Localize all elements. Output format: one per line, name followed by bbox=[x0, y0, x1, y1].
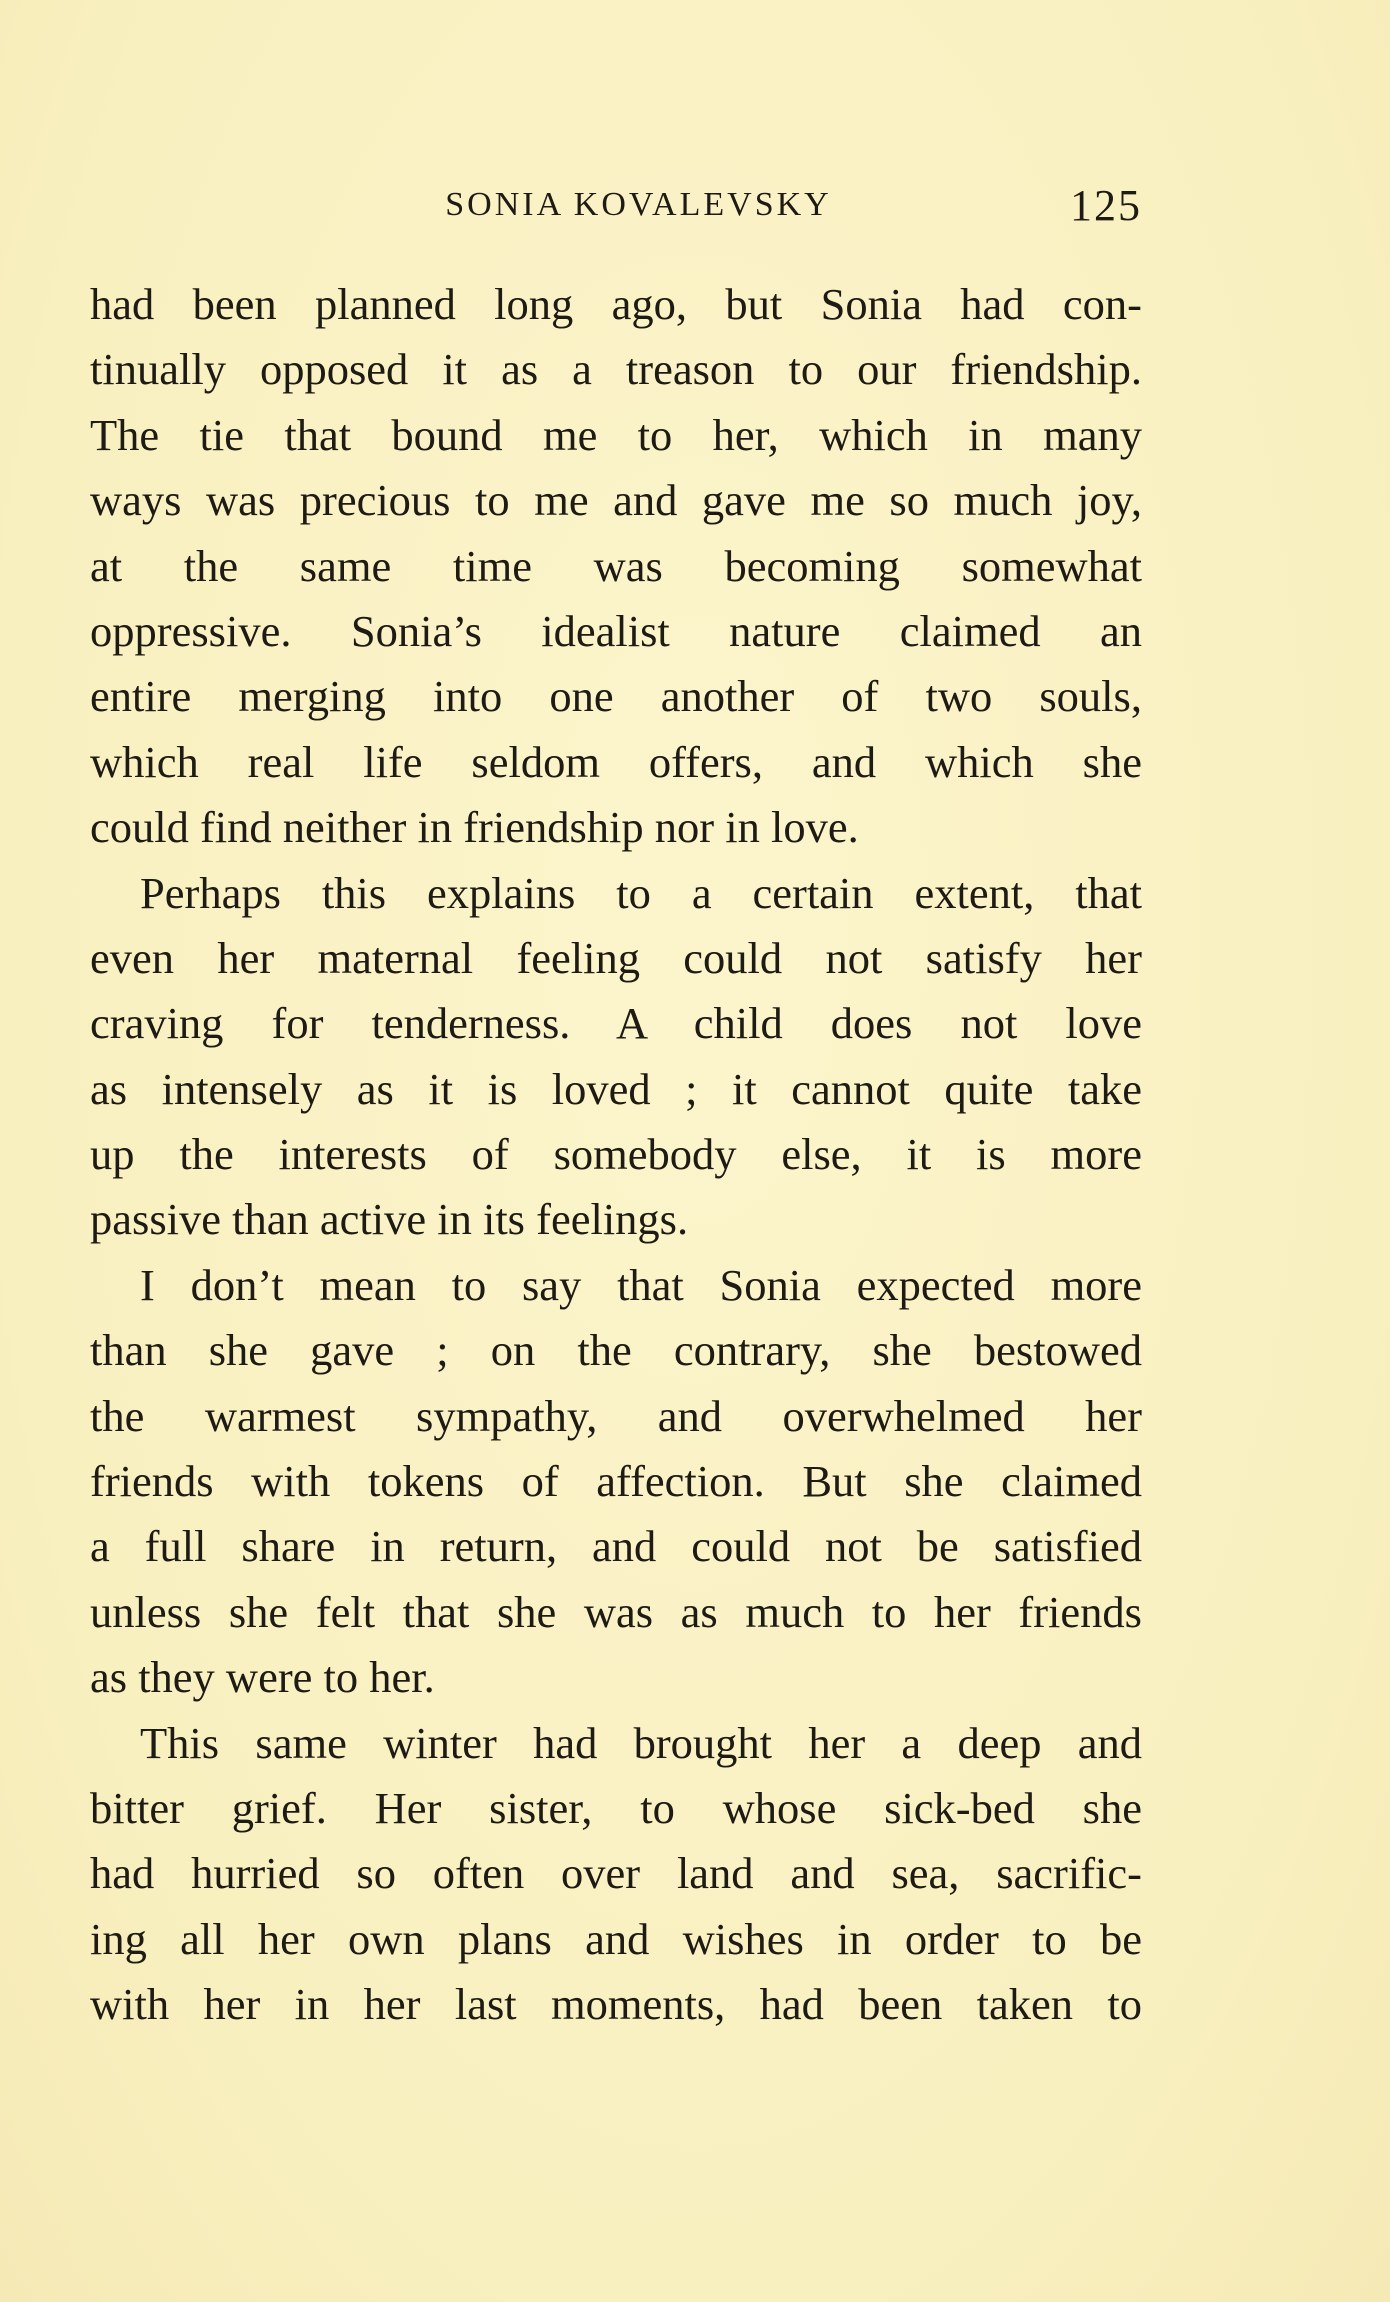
text-line: I don’t mean to say that Sonia expected more bbox=[140, 1259, 1142, 1310]
text-line: oppressive. Sonia’s idealist nature claimed an bbox=[90, 605, 1142, 656]
text-line: The tie that bound me to her, which in many bbox=[90, 409, 1142, 460]
text-line: up the interests of somebody else, it is more bbox=[90, 1129, 1142, 1180]
text-line: as intensely as it is loved ; it cannot quite take bbox=[90, 1063, 1142, 1114]
text-line: entire merging into one another of two souls, bbox=[90, 671, 1142, 722]
text-line: had been planned long ago, but Sonia had con- bbox=[90, 279, 1142, 329]
text-line: which real life seldom offers, and which she bbox=[90, 736, 1142, 787]
text-line: as they were to her. bbox=[90, 1652, 435, 1703]
text-line: could find neither in friendship nor in love. bbox=[90, 802, 859, 853]
text-line: passive than active in its feelings. bbox=[90, 1194, 689, 1245]
text-line: unless she felt that she was as much to her friends bbox=[90, 1586, 1142, 1637]
text-line: craving for tenderness. A child does not love bbox=[90, 998, 1142, 1049]
text-line: the warmest sympathy, and overwhelmed her bbox=[90, 1390, 1142, 1441]
body-text bbox=[90, 272, 1142, 2038]
text-line: at the same time was becoming somewhat bbox=[90, 540, 1142, 591]
text-line: with her in her last moments, had been taken to bbox=[90, 1979, 1142, 2030]
text-line: friends with tokens of affection. But she claimed bbox=[90, 1456, 1142, 1507]
text-line: Perhaps this explains to a certain extent, that bbox=[140, 867, 1142, 918]
running-head bbox=[90, 180, 1142, 240]
text-line: even her maternal feeling could not satisfy her bbox=[90, 932, 1142, 983]
text-line: ing all her own plans and wishes in order to be bbox=[90, 1913, 1142, 1964]
running-title: SONIA KOVALEVSKY bbox=[445, 186, 832, 223]
page-number: 125 bbox=[1070, 181, 1142, 230]
text-line: This same winter had brought her a deep and bbox=[140, 1717, 1142, 1768]
text-line: tinually opposed it as a treason to our friendship. bbox=[90, 344, 1142, 395]
text-line: ways was precious to me and gave me so much joy, bbox=[90, 475, 1142, 526]
text-line: than she gave ; on the contrary, she bestowed bbox=[90, 1325, 1142, 1376]
text-line: had hurried so often over land and sea, sacrific- bbox=[90, 1848, 1142, 1899]
text-line: bitter grief. Her sister, to whose sick-bed she bbox=[90, 1782, 1142, 1833]
text-line: a full share in return, and could not be satisfied bbox=[90, 1521, 1142, 1572]
